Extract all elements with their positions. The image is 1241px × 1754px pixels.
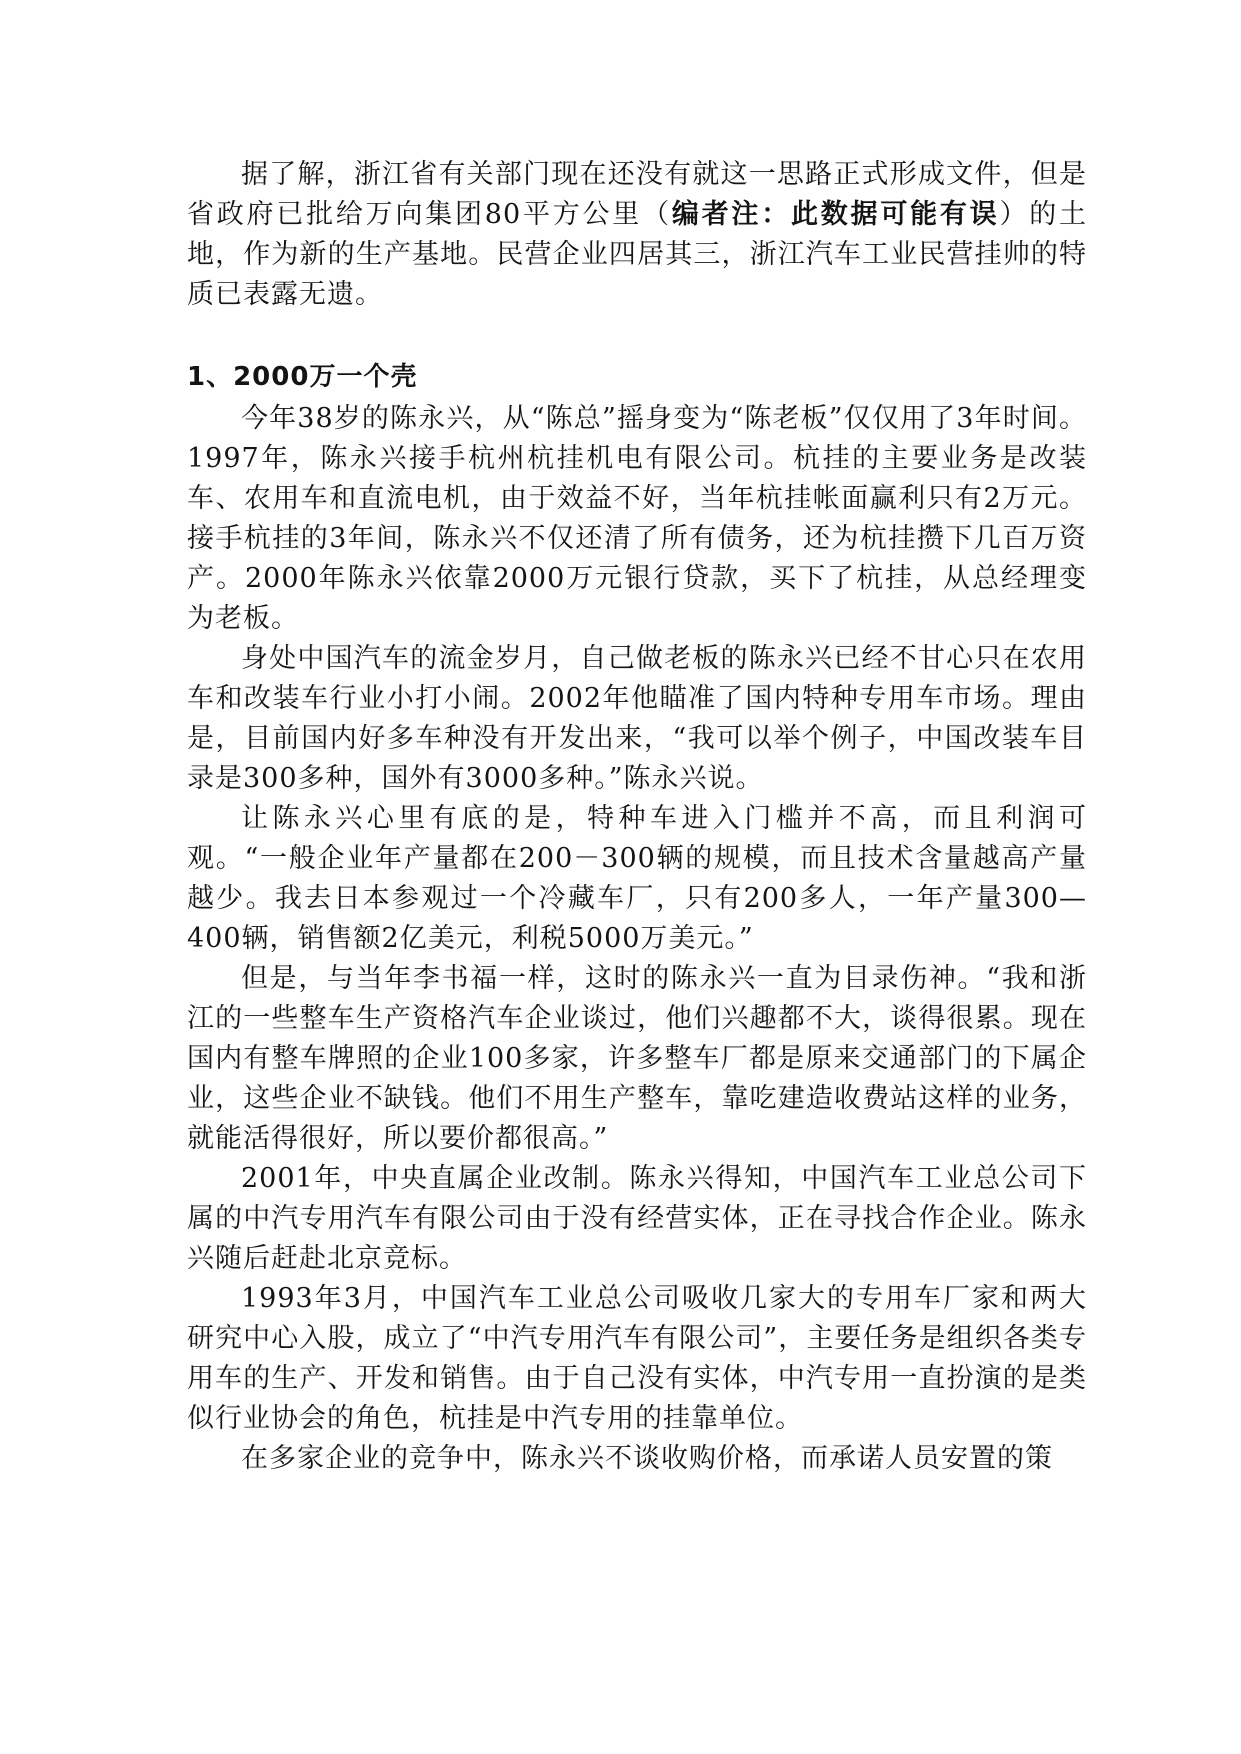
body-paragraph: 让陈永兴心里有底的是，特种车进入门槛并不高，而且利润可观。“一般企业年产量都在200－300辆的规模，而且技术含量越高产量越少。我去日本参观过一个冷藏车厂，只有200多人，一年产量300—400辆，销售额2亿美元，利税5000万美元。” [187,803,1087,954]
body-paragraph: 在多家企业的竞争中，陈永兴不谈收购价格，而承诺人员安置的策 [241,1443,1053,1474]
intro-text-after: ）的土地，作为新的生产基地。民营企业四居其三，浙江汽车工业民营挂帅的特质已表露无遗。 [187,199,1088,310]
intro-text-before: 据了解，浙江省有关部门现在还没有就这一思路正式形成文件，但是省政府已批给万向集团80平方公里（ [187,159,1087,230]
body-paragraph: 1993年3月，中国汽车工业总公司吸收几家大的专用车厂家和两大研究中心入股，成立了“中汽专用汽车有限公司”，主要任务是组织各类专用车的生产、开发和销售。由于自己没有实体，中汽专用一直扮演的是类似行业协会的角色，杭挂是中汽专用的挂靠单位。 [187,1283,1087,1434]
intro-paragraph [187,155,1087,315]
editor-note: 编者注：此数据可能有误 [671,199,1000,230]
body-paragraph: 但是，与当年李书福一样，这时的陈永兴一直为目录伤神。“我和浙江的一些整车生产资格汽车企业谈过，他们兴趣都不大，谈得很累。现在国内有整车牌照的企业100多家，许多整车厂都是原来交通部门的下属企业，这些企业不缺钱。他们不用生产整车，靠吃建造收费站这样的业务，就能活得很好，所以要价都很高。” [187,963,1087,1154]
document-body [187,155,1087,1479]
section-heading: 1、2000万一个壳 [187,362,418,392]
body-paragraph: 2001年，中央直属企业改制。陈永兴得知，中国汽车工业总公司下属的中汽专用汽车有限公司由于没有经营实体，正在寻找合作企业。陈永兴随后赶赴北京竞标。 [187,1163,1087,1274]
body-paragraph: 今年38岁的陈永兴，从“陈总”摇身变为“陈老板”仅仅用了3年时间。1997年，陈永兴接手杭州杭挂机电有限公司。杭挂的主要业务是改装车、农用车和直流电机，由于效益不好，当年杭挂帐面赢利只有2万元。接手杭挂的3年间，陈永兴不仅还清了所有债务，还为杭挂攒下几百万资产。2000年陈永兴依靠2000万元银行贷款，买下了杭挂，从总经理变为老板。 [187,403,1087,634]
body-paragraph: 身处中国汽车的流金岁月，自己做老板的陈永兴已经不甘心只在农用车和改装车行业小打小闹。2002年他瞄准了国内特种专用车市场。理由是，目前国内好多车种没有开发出来，“我可以举个例子，中国改装车目录是300多种，国外有3000多种。”陈永兴说。 [187,643,1087,794]
